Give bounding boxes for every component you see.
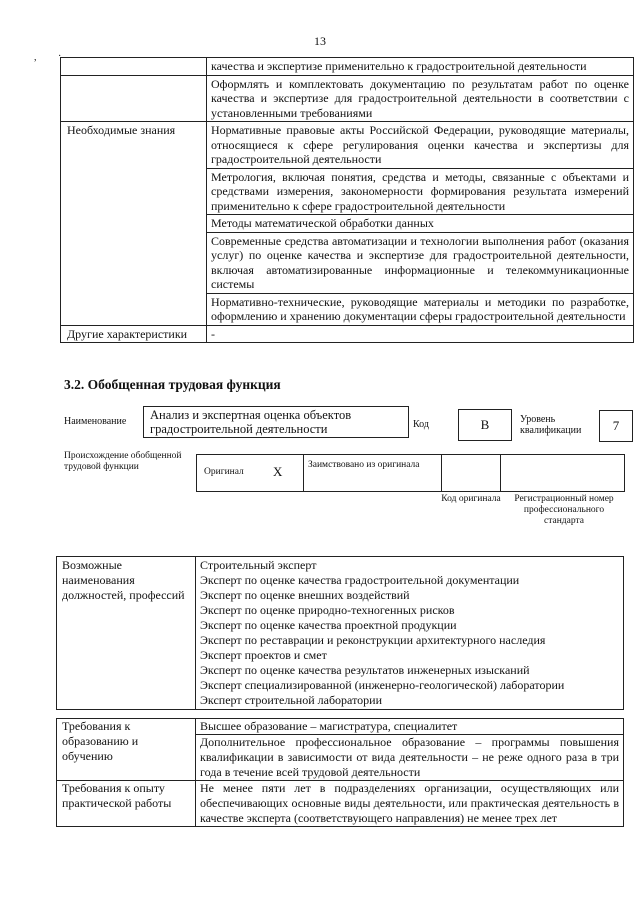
table-row [57, 781, 624, 827]
original-cell [196, 454, 304, 492]
requirements-table [56, 718, 624, 827]
origin-label: Происхождение обобщенной трудовой функции [64, 451, 182, 472]
original-label: Оригинал [204, 467, 244, 477]
code-original-cell [441, 454, 501, 492]
experience-value: Не менее пяти лет в подразделениях организации, осуществляющих или обеспечивающих основные виды деятельности, или практическая деятельность в качестве эксперта (соответствующего направления) не менее трех лет [196, 781, 624, 827]
empty-cell [61, 58, 207, 76]
positions-list [196, 557, 624, 710]
name-box [143, 406, 409, 438]
knowledge-item: Современные средства автоматизации и технологии выполнения работ (оказания услуг) по оценке качества и экспертизе для градостроительной деятельности, включая автоматизированные информационные и телекоммуникационные системы [207, 232, 634, 293]
education-item: Высшее образование – магистратура, специалитет [196, 719, 624, 735]
level-label: Уровень квалификации [520, 414, 582, 436]
borrowed-cell [302, 454, 442, 492]
knowledge-item: Методы математической обработки данных [207, 215, 634, 233]
experience-label: Требования к опыту практической работы [57, 781, 196, 827]
list-item: Эксперт проектов и смет [200, 648, 327, 662]
borrowed-label: Заимствовано из оригинала [308, 460, 420, 470]
section-title: 3.2. Обобщенная трудовая функция [64, 377, 281, 392]
table-row [61, 122, 634, 169]
original-mark: X [273, 464, 283, 479]
knowledge-item: Нормативные правовые акты Российской Федерации, руководящие материалы, относящиеся к сфере регулирования оценки качества и экспертизы для градостроительной деятельности [207, 122, 634, 169]
list-item: Строительный эксперт [200, 558, 317, 572]
code-original-caption: Код оригинала [441, 494, 501, 504]
margin-mark: , [34, 52, 37, 63]
page-number: 13 [314, 34, 326, 48]
knowledge-item: Метрология, включая понятия, средства и методы, связанные с объектами и средствами измерения, закономерности формирования результата измерений применительно к сфере градостроительной деятельности [207, 168, 634, 215]
list-item: Эксперт по оценке качества результатов инженерных изысканий [200, 663, 530, 677]
reg-number-cell [500, 454, 625, 492]
education-label: Требования к образованию и обучению [57, 719, 196, 781]
list-item: Эксперт по оценке качества проектной продукции [200, 618, 457, 632]
list-item: Эксперт специализированной (инженерно-геологической) лаборатории [200, 678, 565, 692]
list-item: Эксперт по оценке внешних воздействий [200, 588, 410, 602]
skills-table [60, 57, 634, 343]
name-value: Анализ и экспертная оценка объектов градостроительной деятельности [150, 408, 352, 436]
code-label: Код [413, 419, 429, 430]
level-value: 7 [599, 410, 633, 442]
other-value: - [207, 325, 634, 343]
table-row [57, 557, 624, 710]
margin-mark: · [58, 51, 62, 62]
reg-number-caption: Регистрационный номер профессионального стандарта [514, 494, 614, 526]
list-item: Эксперт по оценке природно-техногенных рисков [200, 603, 455, 617]
positions-table [56, 556, 624, 710]
code-value: B [458, 409, 512, 441]
empty-cell [61, 75, 207, 122]
skill-item: Оформлять и комплектовать документацию по результатам работ по оценке качества и экспертизе для градостроительной деятельности в соответствии с установленными требованиями [207, 75, 634, 122]
other-label: Другие характеристики [61, 325, 207, 343]
name-label: Наименование [64, 416, 127, 427]
list-item: Эксперт по оценке качества градостроительной документации [200, 573, 520, 587]
knowledge-label: Необходимые знания [61, 122, 207, 326]
table-row [61, 58, 634, 76]
skill-item: качества и экспертизе применительно к градостроительной деятельности [207, 58, 634, 76]
education-item: Дополнительное профессиональное образование – программы повышения квалификации в зависимости от вида деятельности – не реже одного раза в три года в течение всей трудовой деятельности [196, 735, 624, 781]
table-row [61, 75, 634, 122]
table-row [57, 719, 624, 735]
table-row [61, 325, 634, 343]
knowledge-item: Нормативно-технические, руководящие материалы и методики по разработке, оформлению и хранению документации сферы градостроительной деятельности [207, 293, 634, 325]
positions-label: Возможные наименования должностей, профессий [57, 557, 196, 710]
list-item: Эксперт строительной лаборатории [200, 693, 382, 707]
list-item: Эксперт по реставрации и реконструкции архитектурного наследия [200, 633, 546, 647]
